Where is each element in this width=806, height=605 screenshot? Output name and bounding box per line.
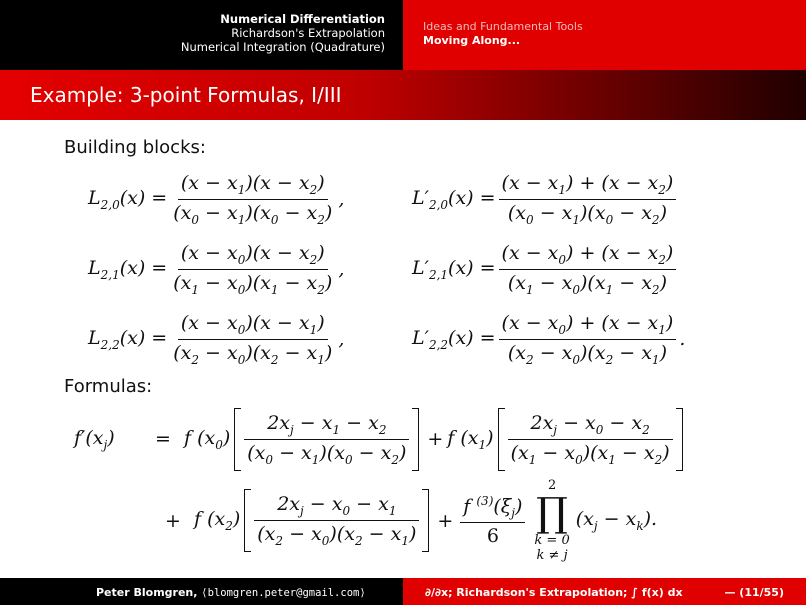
nav-section-differentiation[interactable]: Numerical Differentiation <box>220 12 385 26</box>
slide-title: Example: 3-point Formulas, I/III <box>0 70 806 120</box>
equation-L22 <box>88 312 344 367</box>
f2-error-den: 6 <box>486 525 499 548</box>
navigation-bar <box>0 0 806 70</box>
L20p-numerator: $(x - x_1) + (x - x_2)$ <box>499 172 677 200</box>
f1-t1: f $(x_1)$ <box>447 426 494 452</box>
L21-sep: , <box>338 258 345 281</box>
f1-bracket-0 <box>234 408 419 471</box>
L22-lhs: $L_{2,2}(x)$ = <box>88 326 168 352</box>
prod-symbol: ∏ <box>536 490 568 536</box>
f1-eq: = <box>155 428 171 451</box>
f2-frac <box>254 493 419 548</box>
L21p-numerator: $(x - x_0) + (x - x_2)$ <box>499 242 677 270</box>
prod-bottom-2: k ≠ j <box>536 548 568 563</box>
nav-subsection-ideas[interactable]: Ideas and Fundamental Tools <box>423 20 583 33</box>
L22-sep: , <box>338 328 345 351</box>
L20p-fraction <box>499 172 677 227</box>
f2-error-frac <box>460 494 525 547</box>
nav-subsection-moving-along[interactable]: Moving Along... <box>423 34 521 47</box>
L20p-lhs: $L'_{2,0}(x)$ = <box>412 186 496 212</box>
section-nav <box>0 0 403 70</box>
equation-L20 <box>88 172 344 227</box>
L20-lhs: $L_{2,0}(x)$ = <box>88 186 168 212</box>
L20p-denominator: $(x_0 - x_1)(x_0 - x_2)$ <box>507 201 667 227</box>
f2-bracket <box>244 489 429 552</box>
f1-frac-0 <box>244 412 409 467</box>
formula-line-1 <box>74 408 687 471</box>
L21-numerator: $(x - x_0)(x - x_2)$ <box>178 242 328 270</box>
footer-author: Peter Blomgren, <box>96 586 198 599</box>
f2-d2: $(x_2 - x_0)(x_2 - x_1)$ <box>254 520 419 548</box>
f2-tail: $(x_j - x_k)$. <box>575 508 658 533</box>
product-operator <box>534 478 569 563</box>
L20-sep: , <box>338 188 345 211</box>
L21p-lhs: $L'_{2,1}(x)$ = <box>412 256 496 282</box>
prod-bottom-1: k = 0 <box>534 533 570 548</box>
L21p-fraction <box>499 242 677 297</box>
f2-error-num: f $^{(3)}(\xi_j)$ <box>460 494 525 523</box>
L20-fraction <box>170 172 335 227</box>
f2-t2: f $(x_2)$ <box>194 508 241 533</box>
footer-topic: ∂/∂x; Richardson's Extrapolation; ∫ f(x) dx <box>425 586 683 599</box>
f1-plus: + <box>427 428 444 451</box>
prod-top: 2 <box>547 478 557 493</box>
f2-n2: $2x_j - x_0 - x_1$ <box>277 493 397 518</box>
f1-n0: $2x_j - x_1 - x_2$ <box>267 412 387 437</box>
footer-email: ⟨blomgren.peter@gmail.com⟩ <box>201 587 366 599</box>
equation-L21 <box>88 242 344 297</box>
L21-fraction <box>170 242 335 297</box>
footer-right <box>403 578 806 605</box>
footer-left <box>0 578 403 605</box>
L20-numerator: $(x - x_1)(x - x_2)$ <box>178 172 328 200</box>
L22p-denominator: $(x_2 - x_0)(x_2 - x_1)$ <box>507 341 667 367</box>
L22-denominator: $(x_2 - x_0)(x_2 - x_1)$ <box>173 341 333 367</box>
L22p-end: . <box>679 328 686 351</box>
L20-denominator: $(x_0 - x_1)(x_0 - x_2)$ <box>173 201 333 227</box>
footer-page-number[interactable]: — (11/55) <box>724 586 784 599</box>
f1-frac-1 <box>508 412 673 467</box>
L21p-denominator: $(x_1 - x_0)(x_1 - x_2)$ <box>507 271 667 297</box>
L22p-lhs: $L'_{2,2}(x)$ = <box>412 326 496 352</box>
f2-plus2: + <box>437 509 454 532</box>
f1-n1: $2x_j - x_0 - x_2$ <box>530 412 650 437</box>
formula-line-2 <box>152 478 657 563</box>
f2-plus: + <box>165 509 181 532</box>
L22-fraction <box>170 312 335 367</box>
nav-section-richardson[interactable]: Richardson's Extrapolation <box>231 26 385 40</box>
footer <box>0 578 806 605</box>
L22-numerator: $(x - x_0)(x - x_1)$ <box>178 312 328 340</box>
nav-section-integration[interactable]: Numerical Integration (Quadrature) <box>180 40 385 54</box>
f1-bracket-1 <box>498 408 683 471</box>
L22p-numerator: $(x - x_0) + (x - x_1)$ <box>499 312 677 340</box>
equation-L20-prime <box>412 172 679 227</box>
L21-denominator: $(x_1 - x_0)(x_1 - x_2)$ <box>173 271 333 297</box>
f1-t0: f $(x_0)$ <box>184 426 231 452</box>
equation-L22-prime <box>412 312 685 367</box>
f1-lhs: $f'(x_j)$ <box>74 426 115 452</box>
L22p-fraction <box>499 312 677 367</box>
f1-d0: $(x_0 - x_1)(x_0 - x_2)$ <box>244 439 409 467</box>
L21-lhs: $L_{2,1}(x)$ = <box>88 256 168 282</box>
f1-d1: $(x_1 - x_0)(x_1 - x_2)$ <box>508 439 673 467</box>
formulas-heading: Formulas: <box>64 376 153 397</box>
building-blocks-heading: Building blocks: <box>64 137 206 158</box>
equation-L21-prime <box>412 242 679 297</box>
subsection-nav <box>403 0 806 70</box>
